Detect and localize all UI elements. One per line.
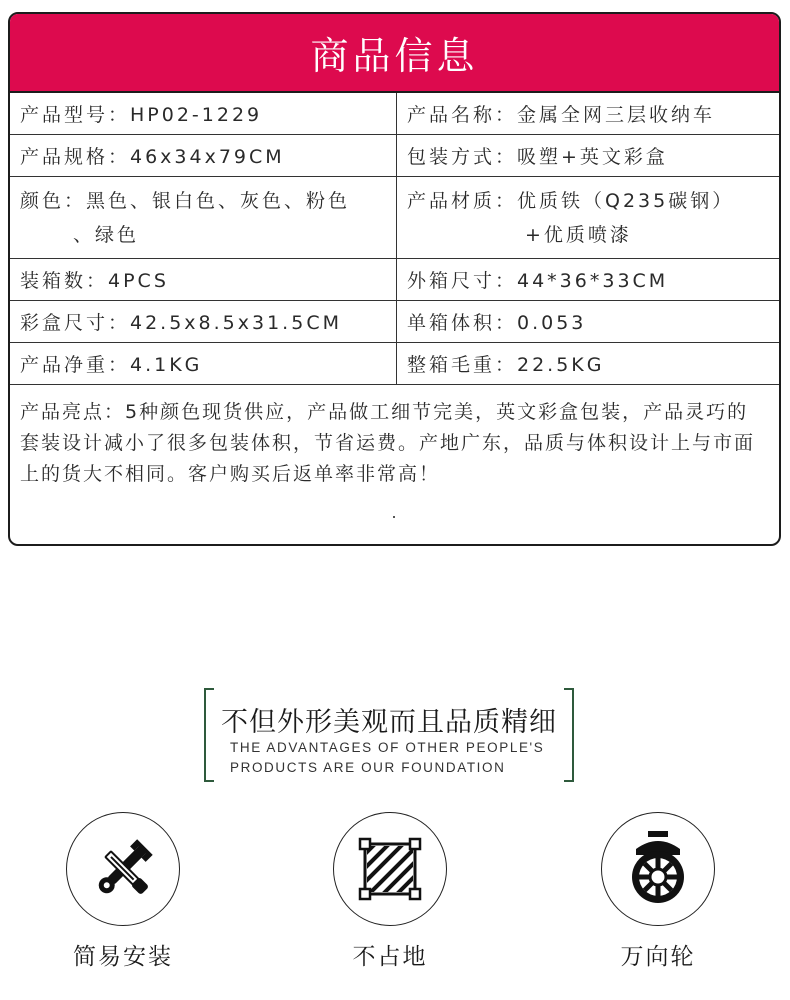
spec-row [10,93,779,135]
spec-carton-size: 外箱尺寸：44*36*33CM [407,270,669,292]
product-info-card [8,12,781,546]
spec-material-line2: +优质喷漆 [525,223,632,246]
compact-frame-icon [355,834,425,904]
spec-packing: 包装方式：吸塑+英文彩盒 [407,146,668,168]
info-header [10,14,779,93]
spec-colors-line2: 、绿色 [73,223,140,246]
caster-wheel-icon [618,829,698,909]
spec-row [10,259,779,301]
spec-colors [10,177,397,258]
spec-material-line1: 产品材质：优质铁（Q235碳钢） [407,189,735,212]
feature-label: 简易安装 [73,944,173,970]
advantages-subtitle [230,738,544,778]
spec-row [10,343,779,385]
feature-caster-wheel [598,812,718,971]
spec-name: 产品名称：金属全网三层收纳车 [407,104,716,126]
feature-circle [333,812,447,926]
spec-carton-qty: 装箱数：4PCS [10,259,397,300]
spec-box-size: 彩盒尺寸：42.5x8.5x31.5CM [10,301,397,342]
advantages-title: 不但外形美观而且品质精细 [221,707,557,738]
spec-row [10,177,779,259]
spec-carton-volume: 单箱体积：0.053 [407,312,587,334]
tools-icon [88,834,158,904]
spec-row [10,301,779,343]
spec-net-weight: 产品净重：4.1KG [10,343,397,384]
advantages-banner [204,688,574,782]
feature-label: 不占地 [352,944,428,970]
spec-colors-line1: 颜色：黑色、银白色、灰色、粉色 [20,189,351,212]
decorative-dot [393,516,395,518]
advantages-subtitle-line1: THE ADVANTAGES OF OTHER PEOPLE'S [230,740,545,755]
feature-label: 万向轮 [620,944,696,970]
feature-circle [66,812,180,926]
spec-row [10,135,779,177]
feature-compact [330,812,450,971]
spec-size: 产品规格：46x34x79CM [10,135,397,176]
advantages-subtitle-line2: PRODUCTS ARE OUR FOUNDATION [230,760,506,775]
product-highlights: 产品亮点：5种颜色现货供应，产品做工细节完美，英文彩盒包装，产品灵巧的套装设计减小了很多包装体积，节省运费。产地广东，品质与体积设计上与市面上的货大不相同。客户购买后返单率非常高！ [20,401,756,485]
feature-easy-install [63,812,183,971]
spec-material [397,177,779,258]
feature-circle [601,812,715,926]
spec-model: 产品型号：HP02-1229 [10,93,397,134]
spec-gross-weight: 整箱毛重：22.5KG [407,354,605,376]
info-header-title: 商品信息 [310,34,479,78]
